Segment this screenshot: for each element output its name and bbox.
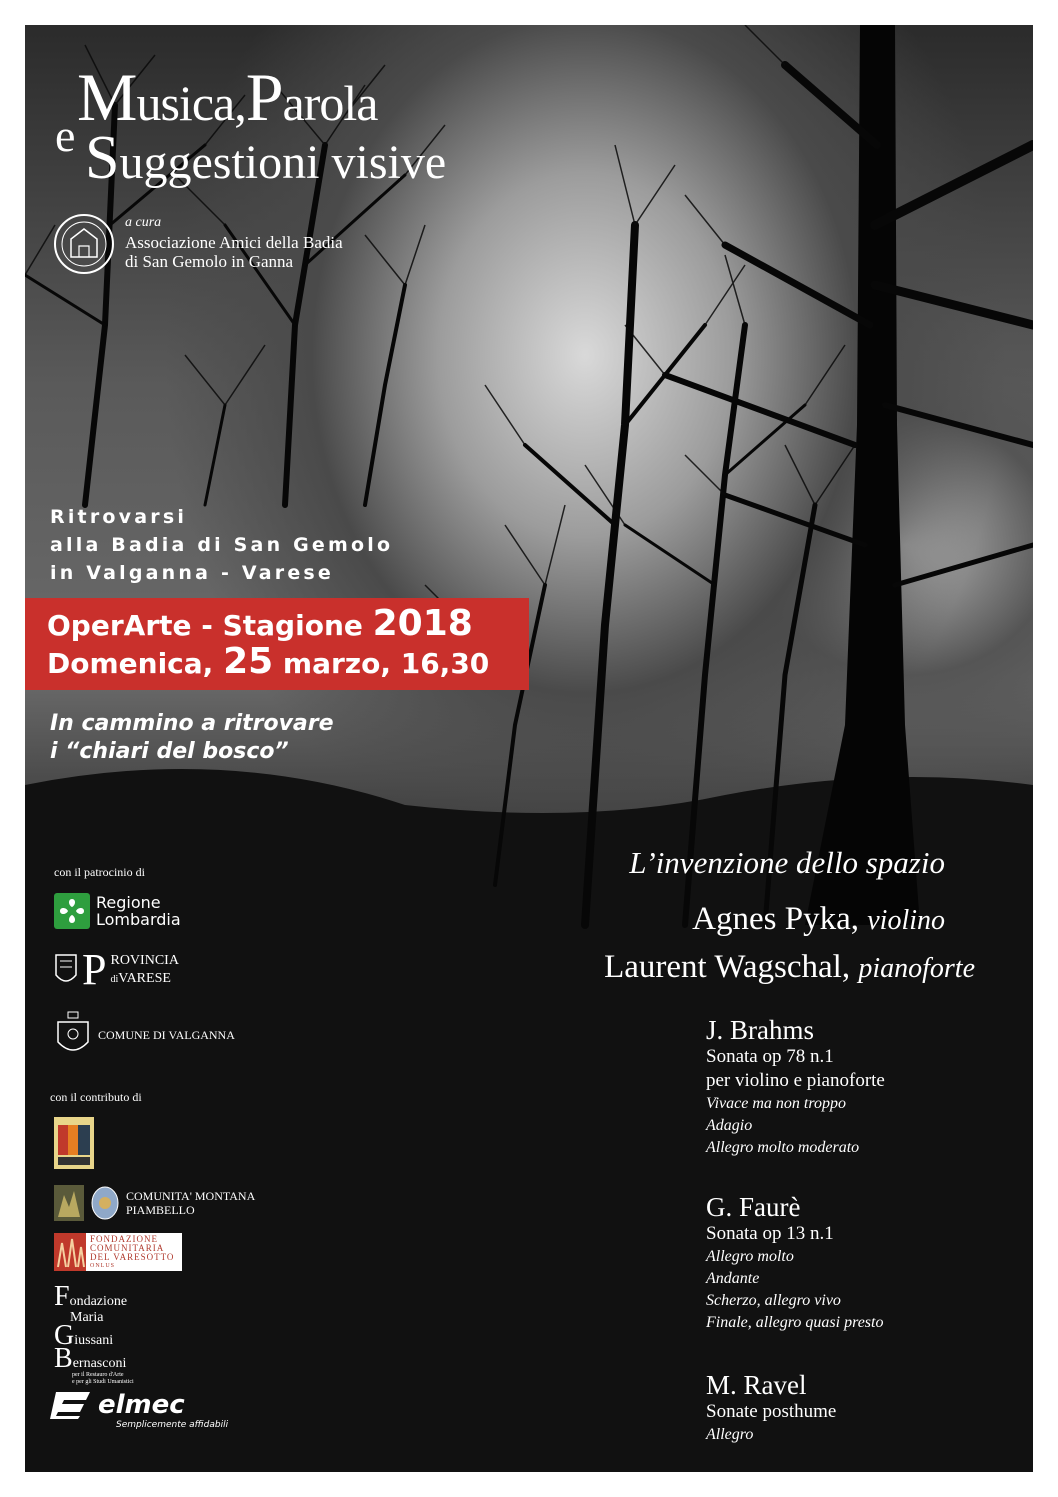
- program-item-ravel: [706, 1370, 836, 1446]
- elmec-name: elmec: [98, 1390, 185, 1420]
- tagline-line-2: alla Badia di San Gemolo: [50, 534, 394, 556]
- regione-text-line-2: Lombardia: [96, 910, 181, 929]
- fgb-word-1: ondazione: [69, 1294, 128, 1309]
- poster-background: [25, 25, 1033, 1472]
- ecomuseo-logo-icon: [54, 1117, 94, 1169]
- work-line: Sonata op 78 n.1: [706, 1046, 834, 1067]
- fgb-word-4: ernasconi: [72, 1356, 127, 1371]
- performer-1: [692, 901, 945, 938]
- movement: Andante: [706, 1270, 760, 1287]
- title-e: e: [55, 110, 76, 161]
- fondazione-text-line-3: DEL VARESOTTO: [90, 1252, 175, 1262]
- title-word-usica: usica,: [136, 75, 246, 131]
- provincia-text-di: di: [110, 973, 119, 985]
- program-item-faure: [706, 1192, 883, 1334]
- work-line: per violino e pianoforte: [706, 1070, 885, 1091]
- curator-label: a cura: [125, 215, 162, 230]
- composer-name: G. Faurè: [706, 1192, 801, 1222]
- provincia-initial: P: [82, 945, 107, 994]
- title-line-1: [77, 59, 378, 137]
- fondazione-comunitaria-logo: [54, 1233, 182, 1271]
- curator-line-2: di San Gemolo in Ganna: [125, 252, 294, 271]
- movement: Allegro molto moderato: [706, 1139, 860, 1156]
- fgb-subline-2: e per gli Studi Umanistici: [72, 1379, 134, 1385]
- provincia-text-line-1: ROVINCIA: [110, 952, 179, 968]
- date-line: [47, 641, 490, 682]
- regione-text-line-1: Regione: [96, 893, 161, 912]
- fgb-initial-f: F: [54, 1281, 70, 1312]
- fondazione-text-line-4: ONLUS: [90, 1263, 116, 1269]
- season-prefix: OperArte - Stagione: [47, 609, 363, 642]
- elmec-mark-icon: [50, 1390, 96, 1420]
- event-day: Domenica,: [47, 647, 214, 680]
- fondazione-text-line-2: COMUNITARIA: [90, 1243, 165, 1253]
- provincia-text-varese: VARESE: [118, 970, 171, 986]
- fondazione-giussani-bernasconi-logo: [54, 1281, 134, 1386]
- tagline-line-3: in Valganna - Varese: [50, 562, 335, 584]
- cm-text: [126, 1189, 255, 1217]
- regione-lombardia-logo: [54, 893, 181, 929]
- subtitle-line-2: i “chiari del bosco”: [50, 739, 289, 764]
- elmec-slogan: Semplicemente affidabili: [116, 1420, 229, 1430]
- patronage-label: con il patrocinio di: [54, 865, 145, 879]
- movement: Adagio: [706, 1117, 753, 1134]
- fondazione-text-line-1: FONDAZIONE: [90, 1234, 158, 1244]
- performer-1-name: Agnes Pyka,: [692, 901, 859, 937]
- season-year: 2018: [372, 603, 473, 644]
- fondazione-text: [86, 1233, 174, 1271]
- comune-valganna-logo: [54, 1010, 235, 1060]
- fondazione-emblem-icon: [54, 1233, 86, 1271]
- concert-title: L’invenzione dello spazio: [629, 845, 945, 880]
- regione-cross-icon: [54, 893, 90, 929]
- performer-2: [604, 949, 975, 986]
- event-subtitle: [50, 710, 334, 766]
- provincia-varese-logo: [54, 945, 179, 994]
- movement: Scherzo, allegro vivo: [706, 1292, 841, 1309]
- provincia-text: [110, 952, 178, 989]
- work-line: Sonate posthume: [706, 1401, 837, 1422]
- title-line-2: [85, 124, 447, 192]
- association-seal-icon: [53, 213, 115, 275]
- season-line: [47, 603, 473, 644]
- movement: Allegro: [706, 1426, 754, 1443]
- composer-name: J. Brahms: [706, 1015, 814, 1045]
- comunita-montana-logo: [54, 1185, 255, 1221]
- provincia-crest-icon: [54, 951, 78, 989]
- performer-1-role: violino: [867, 905, 945, 936]
- title-initial-m: M: [77, 59, 137, 135]
- fgb-word-2: Maria: [70, 1310, 104, 1325]
- regione-text: [96, 894, 181, 928]
- title-word-arola: arola: [282, 75, 378, 131]
- curator-line-1: Associazione Amici della Badia: [125, 233, 343, 252]
- tagline: [50, 503, 393, 587]
- composer-name: M. Ravel: [706, 1370, 807, 1400]
- cm-crest-icon: [90, 1185, 120, 1221]
- fgb-word-3: iussani: [74, 1333, 114, 1348]
- title-initial-p: P: [245, 59, 283, 135]
- title-word-uggestioni: uggestioni visive: [119, 136, 447, 189]
- fgb-initial-g: G: [54, 1320, 75, 1351]
- performer-2-name: Laurent Wagschal,: [604, 949, 851, 985]
- elmec-logo: [50, 1390, 228, 1430]
- fgb-initial-b: B: [54, 1343, 73, 1374]
- movement: Vivace ma non troppo: [706, 1095, 846, 1112]
- performer-2-role: pianoforte: [858, 953, 975, 984]
- tagline-line-1: Ritrovarsi: [50, 506, 188, 528]
- title-initial-s: S: [85, 124, 120, 192]
- movement: Allegro molto: [706, 1248, 794, 1265]
- contribution-label: con il contributo di: [50, 1090, 142, 1104]
- subtitle-line-1: In cammino a ritrovare: [50, 711, 334, 736]
- comune-name: COMUNE DI VALGANNA: [98, 1027, 235, 1042]
- event-date-rest: marzo, 16,30: [282, 647, 490, 680]
- fgb-subline-1: per il Restauro d'Arte: [72, 1372, 124, 1378]
- work-line: Sonata op 13 n.1: [706, 1223, 834, 1244]
- cm-text-line-1: COMUNITA' MONTANA: [126, 1189, 256, 1203]
- comune-crest-icon: [54, 1010, 92, 1060]
- movement: Finale, allegro quasi presto: [706, 1314, 884, 1331]
- cm-emblem-icon: [54, 1185, 84, 1221]
- cm-text-line-2: PIAMBELLO: [126, 1203, 195, 1217]
- curator-name: [125, 233, 343, 271]
- program-item-brahms: [706, 1015, 885, 1159]
- event-date-number: 25: [223, 641, 274, 682]
